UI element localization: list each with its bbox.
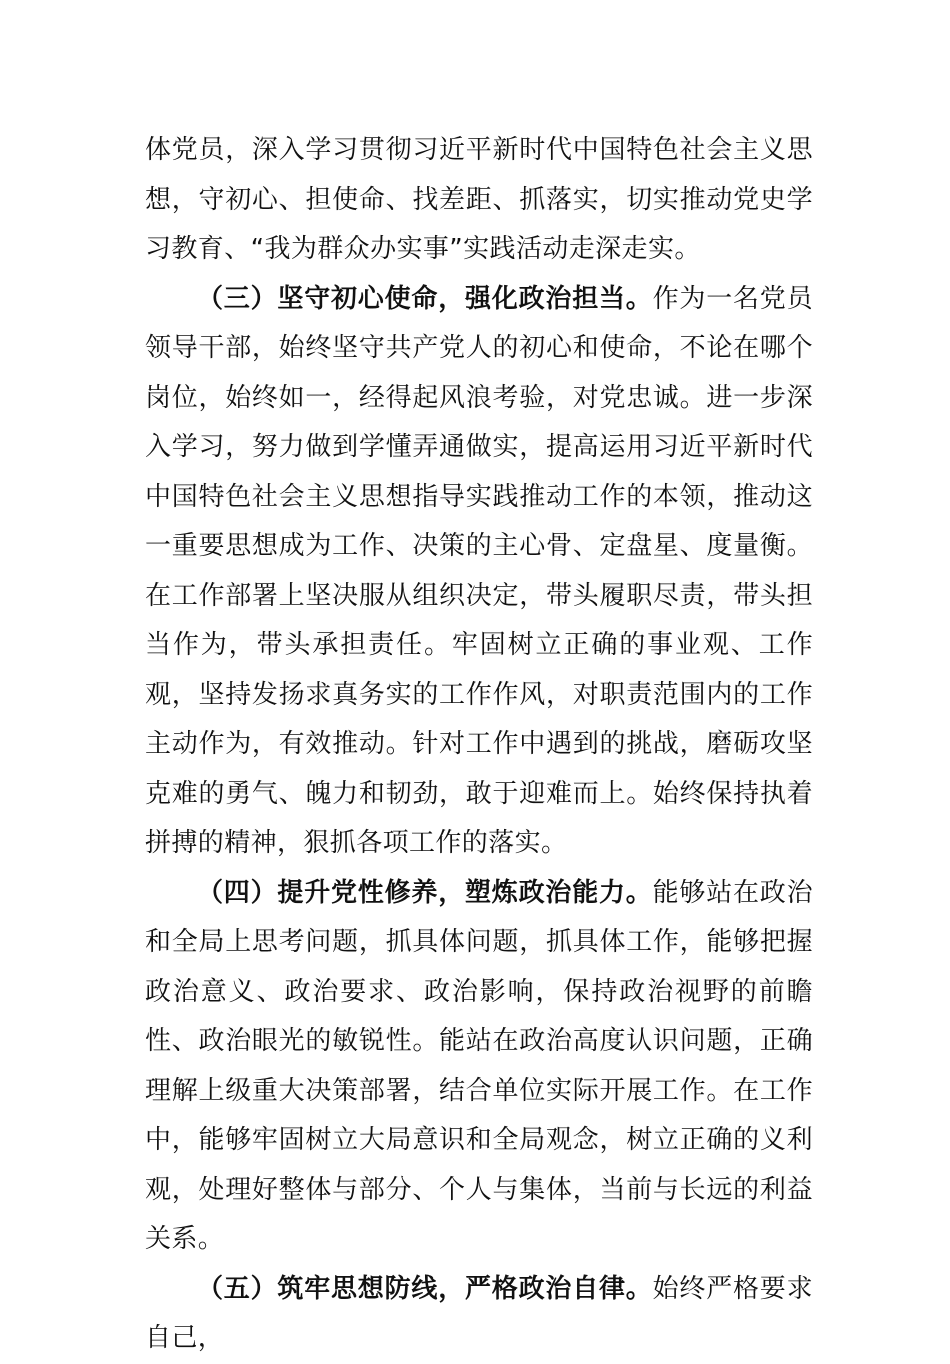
section-heading: （三）坚守初心使命，强化政治担当。 xyxy=(197,283,653,314)
section-heading: （五）筑牢思想防线，严格政治自律。 xyxy=(197,1273,653,1304)
paragraph-section-4 xyxy=(145,869,813,1265)
section-heading: （四）提升党性修养，塑炼政治能力。 xyxy=(197,877,653,908)
paragraph-text: 体党员，深入学习贯彻习近平新时代中国特色社会主义思想，守初心、担使命、找差距、抓落实，切实推动党史学习教育、“我为群众办实事”实践活动走深走实。 xyxy=(145,135,813,264)
paragraph-section-3 xyxy=(145,275,813,869)
document-page xyxy=(145,126,813,1364)
paragraph-text: 能够站在政治和全局上思考问题，抓具体问题，抓具体工作，能够把握政治意义、政治要求、政治影响，保持政治视野的前瞻性、政治眼光的敏锐性。能站在政治高度认识问题，正确理解上级重大决策部署，结合单位实际开展工作。在工作中，能够牢固树立大局意识和全局观念，树立正确的义利观，处理好整体与部分、个人与集体，当前与长远的利益关系。 xyxy=(145,877,813,1254)
paragraph-continuation xyxy=(145,126,813,275)
paragraph-text: 始终严格要求自己， xyxy=(145,1273,813,1353)
paragraph-section-5 xyxy=(145,1265,813,1364)
paragraph-text: 作为一名党员领导干部，始终坚守共产党人的初心和使命，不论在哪个岗位，始终如一，经得起风浪考验，对党忠诚。进一步深入学习，努力做到学懂弄通做实，提高运用习近平新时代中国特色社会主义思想指导实践推动工作的本领，推动这一重要思想成为工作、决策的主心骨、定盘星、度量衡。在工作部署上坚决服从组织决定，带头履职尽责，带头担当作为，带头承担责任。牢固树立正确的事业观、工作观，坚持发扬求真务实的工作作风，对职责范围内的工作主动作为，有效推动。针对工作中遇到的挑战，磨砺攻坚克难的勇气、魄力和韧劲，敢于迎难而上。始终保持执着拼搏的精神，狠抓各项工作的落实。 xyxy=(145,283,813,858)
